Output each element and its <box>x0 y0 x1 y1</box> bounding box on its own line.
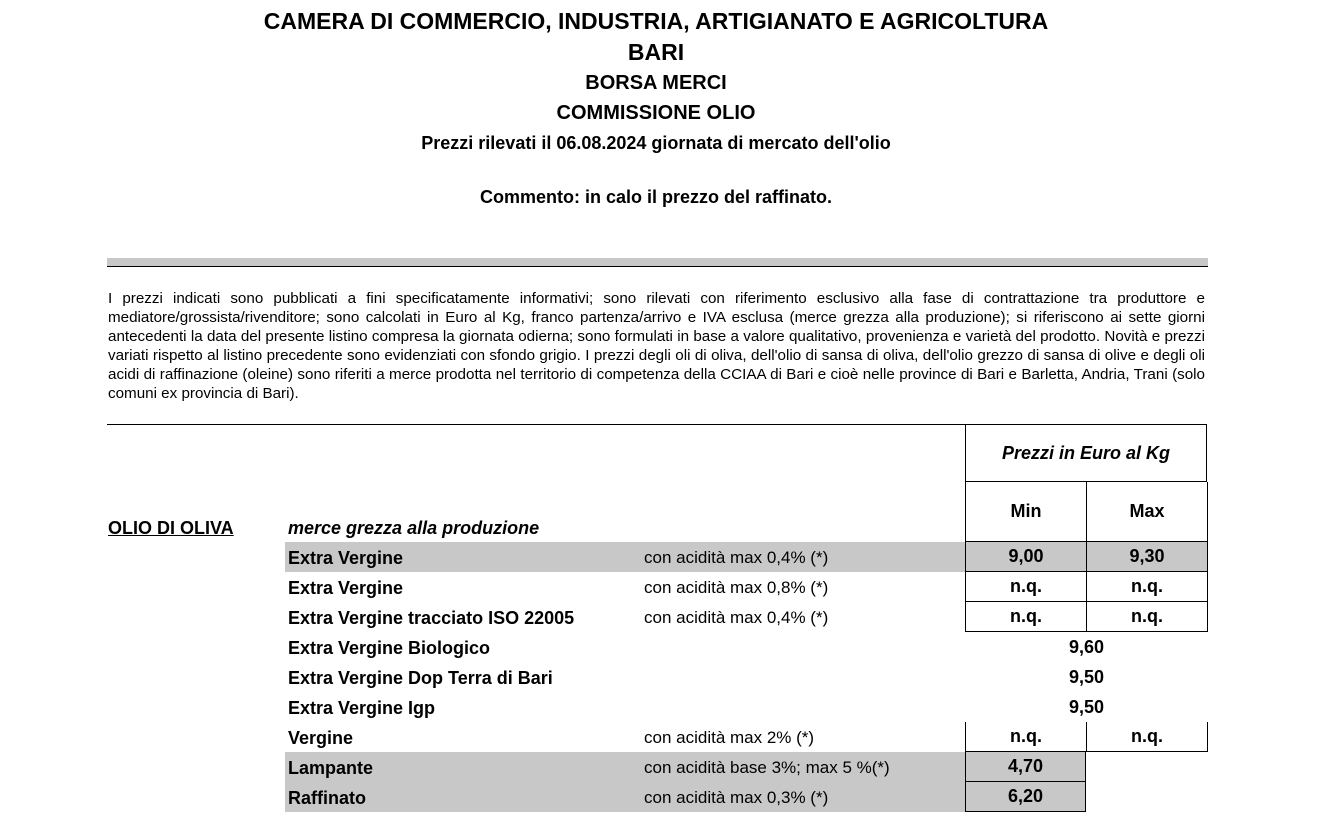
price-max: n.q. <box>1086 572 1208 602</box>
product-name: Extra Vergine <box>288 548 404 568</box>
price-min: n.q. <box>965 722 1086 752</box>
product-name: Lampante <box>288 758 374 778</box>
header-city: BARI <box>627 39 685 65</box>
acidity-note: con acidità max 0,4% (*) <box>644 608 829 627</box>
product-name: Vergine <box>288 728 354 748</box>
product-name: Extra Vergine Biologico <box>288 638 491 658</box>
header-commission: COMMISSIONE OLIO <box>556 102 756 124</box>
price-single: 9,50 <box>1068 666 1105 687</box>
max-column-header: Max <box>1086 482 1208 542</box>
product-name: Extra Vergine Igp <box>288 698 436 718</box>
acidity-note: con acidità max 2% (*) <box>644 728 815 747</box>
header-exchange: BORSA MERCI <box>585 72 727 94</box>
product-name: Extra Vergine <box>288 578 404 598</box>
table-row <box>285 572 1208 602</box>
price-single: 9,60 <box>1068 636 1105 657</box>
table-row <box>285 632 1208 662</box>
market-comment: Commento: in calo il prezzo del raffinato. <box>479 187 833 207</box>
table-row <box>285 542 1208 572</box>
product-name: Raffinato <box>288 788 366 808</box>
table-row <box>285 722 1208 752</box>
price-min: 6,20 <box>965 782 1086 812</box>
price-max: 9,30 <box>1086 542 1208 572</box>
table-row <box>285 782 1208 812</box>
separator-bar <box>107 258 1208 267</box>
product-name: Extra Vergine Dop Terra di Bari <box>288 668 553 688</box>
min-column-header: Min <box>965 482 1086 542</box>
table-row <box>285 752 1208 782</box>
price-min: 9,00 <box>965 542 1086 572</box>
price-max: n.q. <box>1086 722 1208 752</box>
table-row <box>285 692 1208 722</box>
price-max: n.q. <box>1086 602 1208 632</box>
price-min: 4,70 <box>965 752 1086 782</box>
header-chamber: CAMERA DI COMMERCIO, INDUSTRIA, ARTIGIANATO E AGRICOLTURA <box>263 8 1049 34</box>
table-top-rule <box>107 424 965 425</box>
section-subtitle: merce grezza alla produzione <box>288 518 540 538</box>
row-highlight <box>285 782 965 812</box>
price-min: n.q. <box>965 572 1086 602</box>
disclaimer-text: I prezzi indicati sono pubblicati a fini specificatamente informativi; sono rilevati con riferimento esclusivo alla fase di contrattazione tra produttore e mediatore/grossista/rivenditore; sono calcolati in Euro al Kg, franco partenza/arrivo e IVA esclusa (merce grezza alla produzione); si riferiscono ai sette giorni antecedenti la data del presente listino compresa la giornata odierna; sono formulati in base a valore qualitativo, provenienza e varietà del prodotto. Novità e prezzi variati rispetto al listino precedente sono evidenziati con sfondo grigio. I prezzi degli oli di oliva, dell'olio di sansa di oliva, dell'olio grezzo di sansa di olive e degli oli acidi di raffinazione (oleine) sono riferiti a merce prodotta nel territorio di competenza della CCIAA di Bari e cioè nelle province di Bari e Barletta, Andria, Trani (solo comuni ex provincia di Bari). <box>108 290 1205 403</box>
table-row <box>285 662 1208 692</box>
acidity-note: con acidità max 0,8% (*) <box>644 578 829 597</box>
section-title: OLIO DI OLIVA <box>108 518 234 538</box>
acidity-note: con acidità max 0,4% (*) <box>644 548 829 567</box>
price-unit-header: Prezzi in Euro al Kg <box>965 424 1207 482</box>
acidity-note: con acidità max 0,3% (*) <box>644 788 829 807</box>
acidity-note: con acidità base 3%; max 5 %(*) <box>644 758 890 777</box>
price-single: 9,50 <box>1068 696 1105 717</box>
product-name: Extra Vergine tracciato ISO 22005 <box>288 608 575 628</box>
table-row <box>285 602 1208 632</box>
price-min: n.q. <box>965 602 1086 632</box>
header-date-line: Prezzi rilevati il 06.08.2024 giornata di mercato dell'olio <box>421 133 891 153</box>
